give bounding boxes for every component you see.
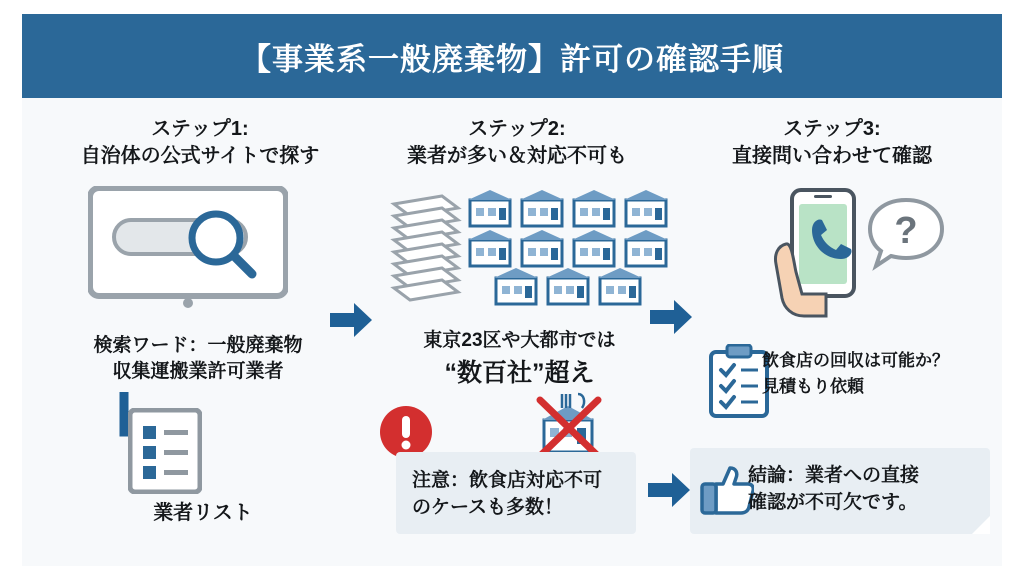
conclusion-text (748, 463, 978, 517)
warning-line-2: のケースも多数！ (412, 496, 564, 518)
thumbs-up-icon (700, 462, 754, 516)
checklist-clipboard-icon (708, 344, 770, 420)
step-1-caption-line-2: 収集運搬業許可業者 (112, 361, 284, 383)
step-2-heading (372, 116, 662, 170)
page-title: 【事業系一般廃棄物】許可の確認手順 (240, 41, 784, 77)
step-1-caption-line-1: 検索ワード：一般廃棄物 (93, 335, 303, 356)
warning-text (412, 468, 617, 522)
question-speech-bubble-icon (866, 196, 946, 276)
svg-text:?: ? (894, 210, 918, 252)
warning-line-1: 注意：飲食店対応不可 (412, 470, 603, 491)
step-2-caption (372, 328, 667, 391)
step-2-caption-line-1: 東京23区や大都市では (423, 330, 616, 351)
step-3-number: ステップ3: (783, 118, 881, 140)
conclusion-line-2: 確認が不可欠です。 (748, 491, 918, 513)
step-1-caption (48, 333, 348, 385)
step-1-heading (40, 116, 360, 170)
step-1-subtitle: 自治体の公式サイトで探す (80, 145, 320, 167)
step-1-number: ステップ1: (151, 118, 249, 140)
step-3-heading (672, 116, 992, 170)
vendor-list-label: 業者リスト (153, 502, 253, 524)
paper-stack-icon (388, 190, 464, 310)
header-banner (22, 14, 1002, 98)
step-2-number: ステップ2: (468, 118, 566, 140)
step-3-caption-line-1: 飲食店の回収は可能か？ (762, 351, 949, 370)
right-arrow-icon-step1-step2 (330, 303, 372, 337)
computer-monitor-icon (88, 186, 288, 311)
buildings-grid-icon (468, 190, 668, 308)
step-3-caption (762, 348, 1007, 399)
step-3-subtitle: 直接問い合わせて確認 (732, 145, 932, 167)
step-2-subtitle: 業者が多い＆対応不可も (407, 145, 627, 167)
right-arrow-icon-step2-step3 (650, 300, 692, 334)
vendor-list-icon (128, 408, 202, 494)
step-2-caption-emphasis: “数百社”超え (444, 359, 595, 388)
conclusion-line-1: 結論：業者への直接 (748, 465, 920, 486)
right-arrow-icon-warning-conclusion (648, 473, 690, 507)
hand-holding-phone-icon (768, 186, 878, 318)
step-3-caption-line-2: 見積もり依頼 (762, 376, 864, 396)
